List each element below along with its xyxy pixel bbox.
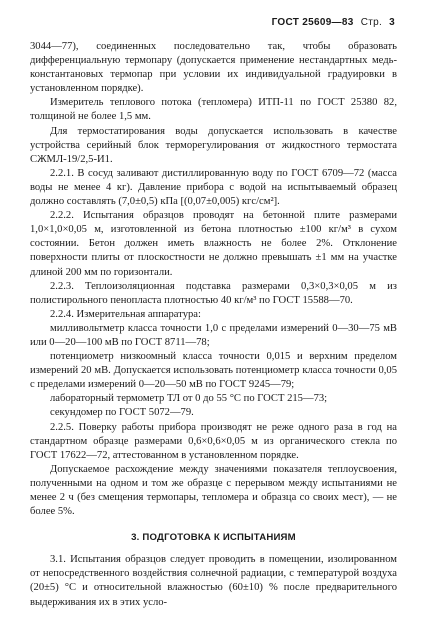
paragraph: Для термостатирования воды допускается использовать в качестве устройства серийный блок терморегулирования от жидкостного термостата СЖМЛ-19/2,5-И1. [30, 125, 397, 165]
page-header [268, 17, 395, 28]
paragraph: 3.1. Испытания образцов следует проводить в помещении, изолированном от непосредственного воздействия солнечной радиации, с температурой воздуха (20±5) °С и относительной влажностью (60±10) % после предварительного выдерживания их в этих усло- [30, 554, 397, 608]
list-item: лабораторный термометр ТЛ от 0 до 55 °С по ГОСТ 215—73; [50, 393, 328, 405]
section-heading: 3. ПОДГОТОВКА К ИСПЫТАНИЯМ [131, 532, 296, 544]
paragraph: 2.2.4. Измерительная аппаратура: [50, 308, 201, 320]
paragraph: Допускаемое расхождение между значениями показателя теплоусвоения, полученными на одном и том же образце с перерывом между испытаниями не менее 2 ч (без смещения термопары, тепломера и образца со своих мест), — не более 5%. [30, 463, 397, 518]
paragraph: Измеритель теплового потока (тепломера) ИТП-11 по ГОСТ 25380 82, толщиной не более 1,5 мм. [30, 97, 397, 123]
paragraph: 3044—77), соединенных последовательно так, чтобы образовать дифференциальную термопару (допускается применение нестандартных медь-константановых термопар при условии их индивидуальной градуировки в установленном порядке). [30, 41, 397, 95]
page-label: Стр. [360, 17, 383, 28]
paragraph: 2.2.2. Испытания образцов проводят на бетонной плите размерами 1,0×1,0×0,05 м, изготовленной из бетона плотностью ±100 кг/м³ в сухом состоянии. Бетон должен иметь влажность не более 2%. Отклонение поверхности плиты от плоскостности не должно превышать ±1 мм на участке длиной 200 мм по горизонтали. [30, 210, 397, 278]
paragraph: 2.2.1. В сосуд заливают дистиллированную воду по ГОСТ 6709—72 (масса воды не менее 4 кг). Давление прибора с водой на испытываемый образец должно составлять (7,0±0,5) кПа [(0,07±0,005) кгс/см²]. [30, 167, 397, 208]
paragraph: 2.2.3. Теплоизоляционная подставка размерами 0,3×0,3×0,05 м из полистирольного пенопласта плотностью 40 кг/м³ по ГОСТ 15588—70. [30, 280, 397, 306]
standard-number: ГОСТ 25609—83 [271, 17, 354, 28]
body-text [30, 40, 397, 610]
page-number: 3 [389, 17, 395, 28]
list-item: милливольтметр класса точности 1,0 с пределами измерений 0—30—75 мВ или 0—20—100 мВ по ГОСТ 8711—78; [30, 322, 397, 348]
list-item: потенциометр низкоомный класса точности 0,015 и верхним пределом измерений 20 мВ. Допускается использовать потенциометр класса точности 0,05 с пределами измерений 0—20—50 мВ по ГОСТ 9245—79; [30, 351, 397, 391]
paragraph: 2.2.5. Поверку работы прибора производят не реже одного раза в год на стандартном образце размерами 0,6×0,6×0,05 м из органического стекла по ГОСТ 17622—72, аттестованном в установленном порядке. [30, 421, 397, 461]
list-item: секундомер по ГОСТ 5072—79. [50, 407, 194, 419]
